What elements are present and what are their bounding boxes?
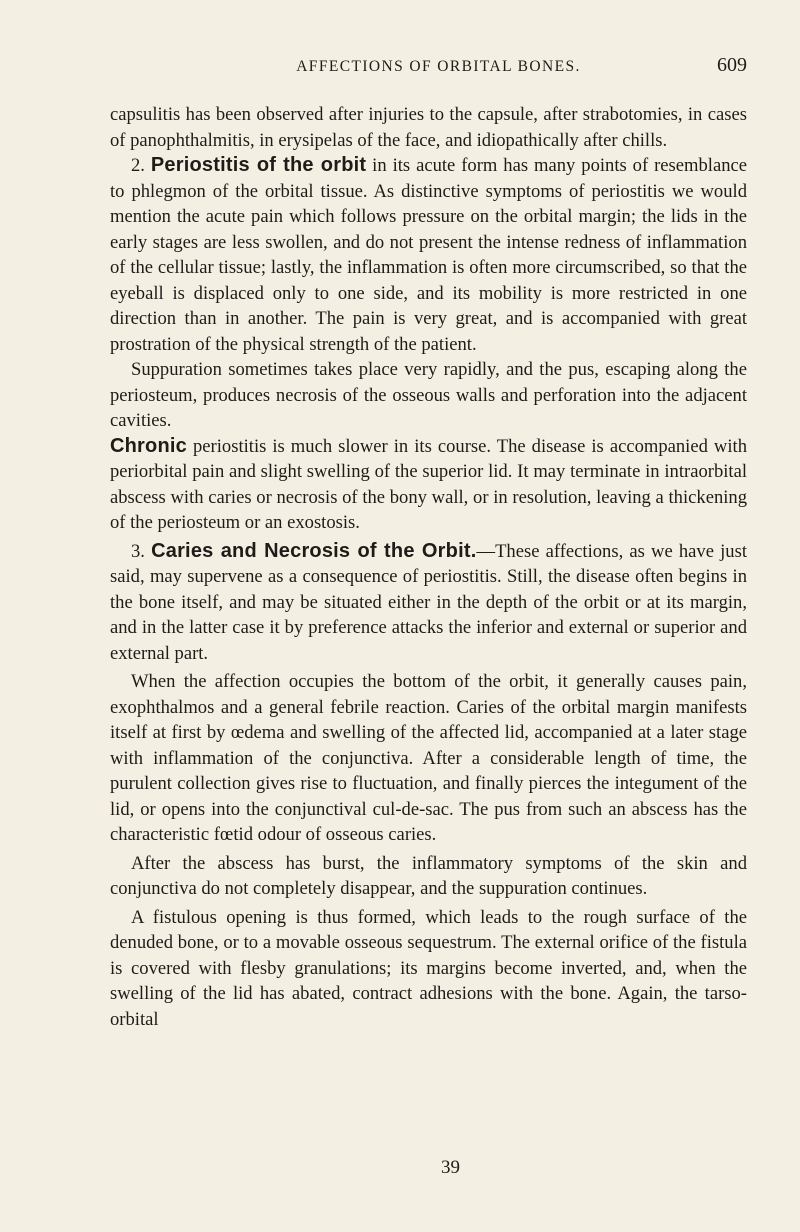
- paragraph-text: A fistulous opening is thus formed, which leads to the rough surface of the denuded bone, or to a movable osseous sequestrum. The external orifice of the fistula is covered with flesby granulations; its margins become inverted, and, when the swelling of the lid has abated, contract adhesions with the bone. Again, the tarso-orbital: [110, 906, 747, 1030]
- section-number: 3.: [131, 540, 152, 562]
- paragraph-text: After the abscess has burst, the inflammatory symptoms of the skin and conjunctiva do not completely disappear, and the suppuration continues.: [110, 852, 747, 899]
- paragraph: [110, 357, 747, 434]
- paragraph: [110, 905, 747, 1033]
- paragraph-caries: [110, 539, 747, 667]
- section-heading: Chronic: [110, 434, 187, 457]
- running-head: AFFECTIONS OF ORBITAL BONES.: [296, 58, 581, 75]
- paragraph-periostitis: [110, 153, 747, 357]
- paragraph-text: Suppuration sometimes takes place very rapidly, and the pus, escaping along the periosteum, produces necrosis of the osseous walls and perforation into the adjacent cavities.: [110, 359, 747, 431]
- section-heading: Caries and Necrosis of the Orbit.: [151, 539, 477, 562]
- paragraph: [110, 669, 747, 848]
- paragraph-text: periostitis is much slower in its course. The disease is accompanied with periorbital pain and slight swelling of the superior lid. It may terminate in intraorbital abscess with caries or necrosis of the bony wall, or in resolution, leaving a thickening of the periosteum or an exostosis.: [110, 435, 747, 533]
- page-number: 609: [717, 54, 747, 76]
- section-heading: Periostitis of the orbit: [150, 154, 367, 176]
- paragraph-text: capsulitis has been observed after injuries to the capsule, after strabotomies, in cases of panophthalmitis, in erysipelas of the face, and idiopathically after chills.: [110, 104, 747, 151]
- paragraph-text: When the affection occupies the bottom of the orbit, it generally causes pain, exophthalmos and a general febrile reaction. Caries of the orbital margin manifests itself at first by œdema and swelling of the affected lid, accompanied at a later stage with inflammation of the conjunctiva. After a considerable length of time, the purulent collection gives rise to fluctuation, and finally pierces the integument of the lid, or opens into the conjunctival cul-de-sac. The pus from such an abscess has the characteristic fœtid odour of osseous caries.: [110, 671, 747, 845]
- page-header: [110, 54, 747, 80]
- paragraph: [110, 102, 747, 153]
- section-number: 2.: [131, 155, 151, 176]
- paragraph-text: —These affections, as we have just said, may supervene as a consequence of periostitis. Still, the disease often begins in the bone itself, and may be situated either in the depth of the orbit or at its margin, and in the latter case it by preference attacks the inferior and external or superior and external part.: [110, 540, 748, 664]
- paragraph-chronic: [110, 434, 747, 536]
- paragraph-text: in its acute form has many points of resemblance to phlegmon of the orbital tissue. As distinctive symptoms of periostitis we would mention the acute pain which follows pressure on the orbital margin; the lids in the early stages are less swollen, and do not present the intense redness of inflammation of the cellular tissue; lastly, the inflammation is often more circumscribed, so that the eyeball is displaced only to one side, and its mobility is more restricted in one direction than in another. The pain is very great, and is accompanied with great prostration of the physical strength of the patient.: [110, 155, 747, 355]
- signature-mark: 39: [441, 1157, 460, 1178]
- paragraph: [110, 851, 747, 902]
- body-text: [110, 102, 747, 1032]
